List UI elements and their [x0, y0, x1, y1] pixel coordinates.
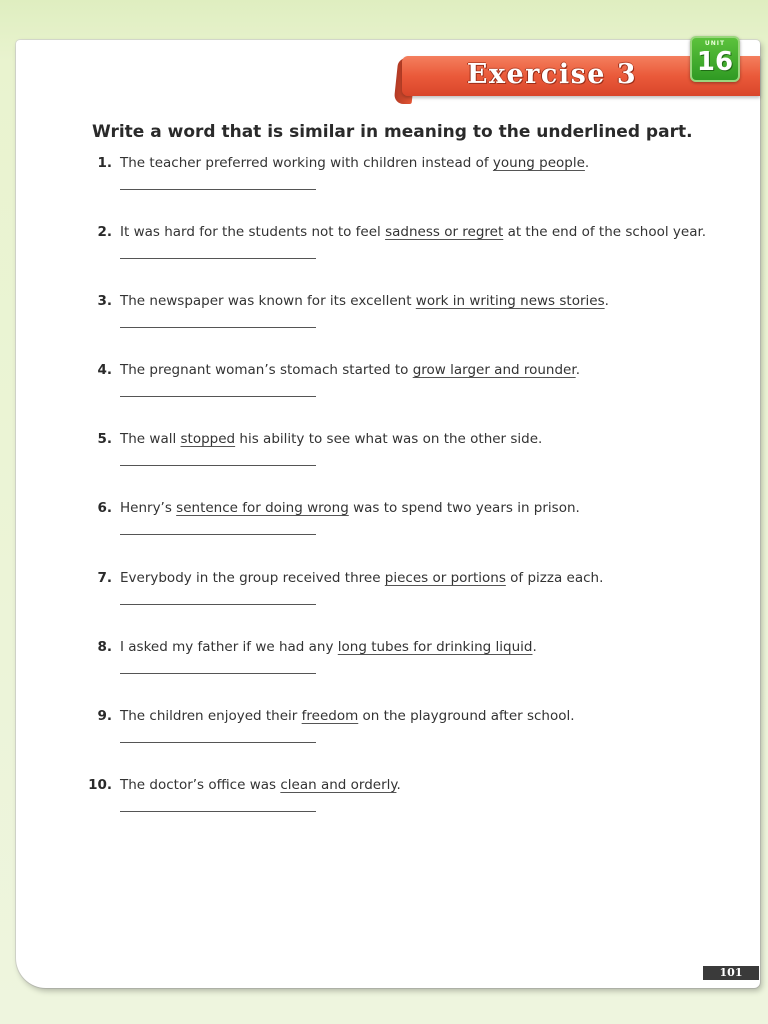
unit-badge [690, 36, 740, 82]
question-item [84, 293, 734, 353]
question-number: 5. [97, 431, 112, 447]
underlined-phrase: long tubes for drinking liquid [337, 639, 533, 655]
question-item [84, 431, 734, 491]
underlined-phrase: sentence for doing wrong [176, 500, 349, 516]
question-item [84, 155, 734, 215]
answer-line[interactable] [120, 742, 316, 743]
question-sentence: The children enjoyed their freedom on the playground after school. [120, 708, 575, 724]
question-sentence: The pregnant woman’s stomach started to grow larger and rounder. [120, 362, 580, 378]
question-item [84, 708, 734, 768]
answer-line[interactable] [120, 604, 316, 605]
question-item [84, 224, 734, 284]
unit-number: 16 [696, 47, 734, 77]
question-item [84, 777, 734, 837]
question-number: 9. [97, 708, 112, 724]
underlined-phrase: clean and orderly [280, 777, 397, 793]
question-number: 2. [97, 224, 112, 240]
answer-line[interactable] [120, 811, 316, 812]
answer-line[interactable] [120, 327, 316, 328]
question-number: 8. [97, 639, 112, 655]
question-number: 3. [97, 293, 112, 309]
underlined-phrase: stopped [180, 431, 236, 447]
exercise-title: Exercise 3 [466, 59, 638, 90]
question-number: 1. [97, 155, 112, 171]
question-sentence: The wall stopped his ability to see what was on the other side. [120, 431, 543, 447]
instruction-heading: Write a word that is similar in meaning to the underlined part. [92, 122, 693, 142]
underlined-phrase: young people [492, 155, 585, 171]
answer-line[interactable] [120, 534, 316, 535]
question-sentence: The doctor’s office was clean and orderly. [120, 777, 401, 793]
underlined-phrase: pieces or portions [384, 570, 506, 586]
underlined-phrase: sadness or regret [385, 224, 504, 240]
question-item [84, 500, 734, 560]
question-sentence: The teacher preferred working with children instead of young people. [120, 155, 590, 171]
answer-line[interactable] [120, 396, 316, 397]
question-item [84, 639, 734, 699]
unit-label: UNIT [704, 40, 726, 47]
question-sentence: The newspaper was known for its excellent work in writing news stories. [120, 293, 609, 309]
question-number: 6. [97, 500, 112, 516]
underlined-phrase: grow larger and rounder [412, 362, 576, 378]
question-sentence: It was hard for the students not to feel sadness or regret at the end of the school year. [120, 224, 707, 240]
answer-line[interactable] [120, 673, 316, 674]
answer-line[interactable] [120, 465, 316, 466]
question-number: 4. [97, 362, 112, 378]
answer-line[interactable] [120, 189, 316, 190]
question-sentence: Henry’s sentence for doing wrong was to spend two years in prison. [120, 500, 580, 516]
question-sentence: Everybody in the group received three pieces or portions of pizza each. [120, 570, 604, 586]
question-number: 10. [88, 777, 112, 793]
underlined-phrase: freedom [301, 708, 359, 724]
question-item [84, 362, 734, 422]
page-number: 101 [703, 966, 759, 980]
answer-line[interactable] [120, 258, 316, 259]
question-sentence: I asked my father if we had any long tubes for drinking liquid. [120, 639, 537, 655]
question-item [84, 570, 734, 630]
underlined-phrase: work in writing news stories [415, 293, 605, 309]
question-number: 7. [97, 570, 112, 586]
